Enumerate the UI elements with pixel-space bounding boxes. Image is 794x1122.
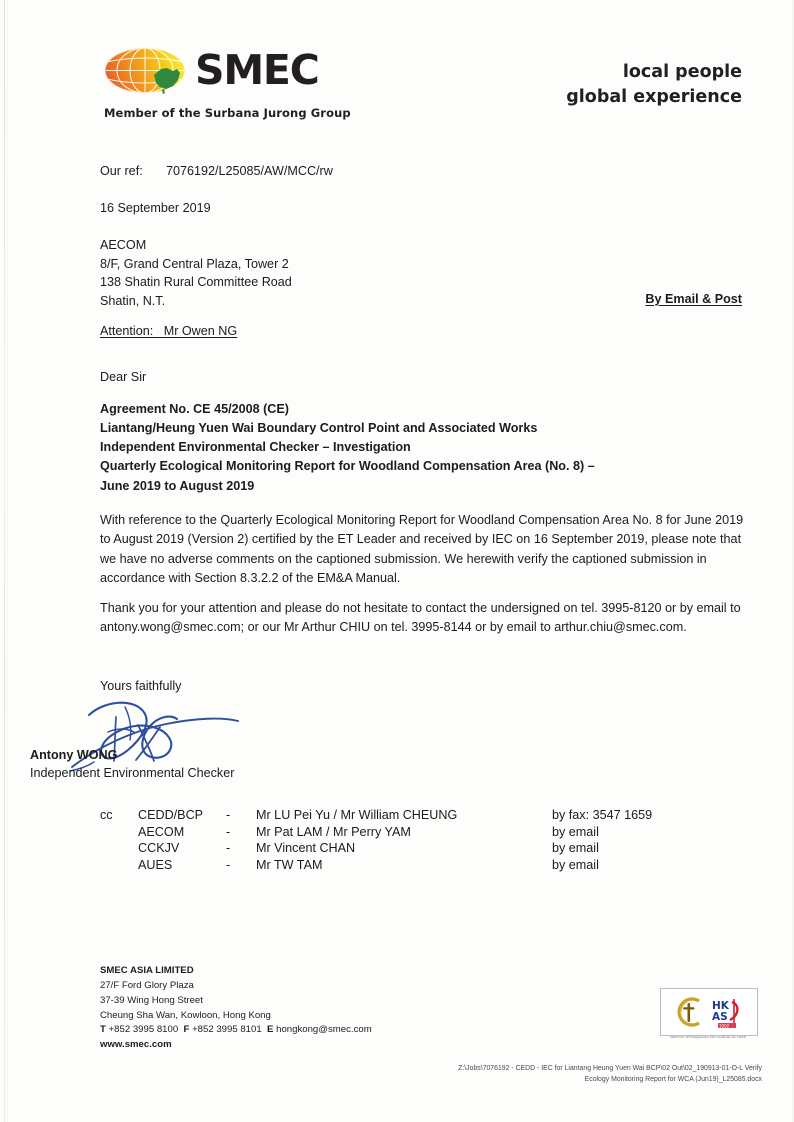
signer-title: Independent Environmental Checker: [30, 766, 235, 780]
tagline-line-1: local people: [622, 62, 742, 82]
salutation: Dear Sir: [100, 370, 147, 384]
company-logo: [104, 44, 319, 97]
closing-salutation: Yours faithfully: [100, 679, 182, 693]
subject-line-5: June 2019 to August 2019: [100, 478, 255, 493]
subject-line-1: Agreement No. CE 45/2008 (CE): [100, 402, 289, 416]
delivery-note: By Email & Post: [645, 292, 742, 306]
filepath-line-1: Z:\Jobs\7076192 - CEDD - IEC for Liantang Heung Yuen Wai BCP\02 Out\02_190913-01-O-L Verify: [458, 1065, 762, 1072]
certification-logo: [660, 988, 758, 1036]
subject-line-3: Independent Environmental Checker – Investigation: [100, 440, 411, 455]
recipient-line-1: AECOM: [100, 238, 147, 252]
filepath-line-2: Ecology Monitoring Report for WCA (Jun19)_L25085.docx: [584, 1076, 762, 1084]
member-line: Member of the Surbana Jurong Group: [104, 106, 351, 120]
cc-label-empty: [100, 825, 138, 842]
cc-org: CEDD/BCP: [138, 808, 204, 822]
cc-dash: -: [226, 808, 231, 822]
cc-dash: -: [226, 841, 231, 855]
recipient-address: [100, 236, 292, 311]
letterhead-footer: [0, 955, 794, 1122]
cc-mode: by email: [552, 841, 599, 855]
cc-recipients: Mr TW TAM: [256, 857, 323, 872]
table-row: [100, 808, 652, 825]
cc-recipients: Mr Vincent CHAN: [256, 841, 356, 855]
svg-text:1002: 1002: [719, 1023, 730, 1029]
tagline-line-2: global experience: [566, 86, 742, 107]
certification-caption: CERT NO. 0/73 Registration Firm Certificate No. HKAS: [670, 1035, 746, 1039]
document-filepath: [332, 1063, 762, 1085]
footer-fax: +852 3995 8101: [192, 1024, 262, 1036]
table-row: [100, 858, 652, 875]
recipient-line-3: 138 Shatin Rural Committee Road: [100, 275, 292, 290]
subject-line-2: Liantang/Heung Yuen Wai Boundary Control Point and Associated Works: [100, 421, 538, 436]
recipient-line-2: 8/F, Grand Central Plaza, Tower 2: [100, 256, 289, 271]
subject-line-4: Quarterly Ecological Monitoring Report for Woodland Compensation Area (No. 8) –: [100, 459, 595, 474]
smec-globe-icon: [104, 44, 186, 97]
attention-line: Attention: Mr Owen NG: [100, 324, 238, 338]
cc-distribution-table: [100, 808, 652, 874]
footer-email-label: E: [267, 1024, 274, 1036]
cc-label-empty: [100, 841, 138, 858]
footer-tel: +852 3995 8100: [108, 1024, 179, 1036]
footer-company-name: SMEC ASIA LIMITED: [100, 965, 194, 976]
reference-value: 7076192/L25085/AW/MCC/rw: [166, 164, 333, 178]
cc-recipients: Mr LU Pei Yu / Mr William CHEUNG: [256, 808, 458, 822]
cc-recipients: Mr Pat LAM / Mr Perry YAM: [256, 824, 411, 839]
body-paragraph-2: Thank you for your attention and please do not hesitate to contact the undersigned on tel. 3995-8120 or by email to antony.wong@smec.com; or our Mr Arthur CHIU on tel. 3995-8144 or by email to arthur.chiu@smec.com.: [100, 601, 741, 635]
reference-label: Our ref:: [100, 164, 143, 178]
cc-org: AECOM: [138, 824, 185, 839]
footer-address-3: Cheung Sha Wan, Kowloon, Hong Kong: [100, 1009, 271, 1021]
reference-row: [100, 164, 333, 178]
footer-fax-label: F: [183, 1024, 190, 1036]
cc-mode: by fax: 3547 1659: [552, 808, 653, 822]
cc-org: AUES: [138, 857, 173, 872]
cc-dash: -: [226, 857, 231, 872]
tagline: [566, 60, 742, 110]
scan-artifact-line-secondary: [7, 0, 8, 1122]
table-row: [100, 825, 652, 842]
letterhead-header: [0, 0, 794, 135]
body-paragraph-1: With reference to the Quarterly Ecological Monitoring Report for Woodland Compensation Area No. 8 for June 2019 to August 2019 (Version 2) certified by the ET Leader and received by IEC on 16 September 2019, please note that we have no adverse comments on the captioned submission. We herewith verify the captioned submission in accordance with Section 8.3.2.2 of the EM&A Manual.: [100, 513, 744, 585]
cc-label-empty: [100, 858, 138, 875]
cc-dash: -: [226, 824, 231, 839]
smec-wordmark: SMEC: [195, 46, 319, 94]
letter-date: 16 September 2019: [100, 201, 211, 215]
cc-mode: by email: [552, 857, 599, 872]
signer-name: Antony WONG: [30, 748, 118, 762]
footer-address-1: 27/F Ford Glory Plaza: [100, 979, 194, 991]
footer-email: hongkong@smec.com: [276, 1024, 372, 1036]
footer-address-2: 37-39 Wing Hong Street: [100, 994, 203, 1006]
cc-mode: by email: [552, 824, 599, 839]
table-row: [100, 841, 652, 858]
scan-artifact-line: [4, 0, 5, 1122]
footer-address-block: [100, 964, 372, 1053]
recipient-line-4: Shatin, N.T.: [100, 293, 166, 308]
cc-org: CCKJV: [138, 841, 180, 855]
svg-text:AS: AS: [712, 1011, 728, 1023]
svg-text:HK: HK: [712, 1000, 729, 1012]
footer-website: www.smec.com: [100, 1039, 172, 1051]
footer-contact-line: [100, 1023, 372, 1038]
footer-tel-label: T: [100, 1024, 106, 1036]
cc-label: cc: [100, 808, 113, 822]
subject-block: [100, 400, 700, 496]
